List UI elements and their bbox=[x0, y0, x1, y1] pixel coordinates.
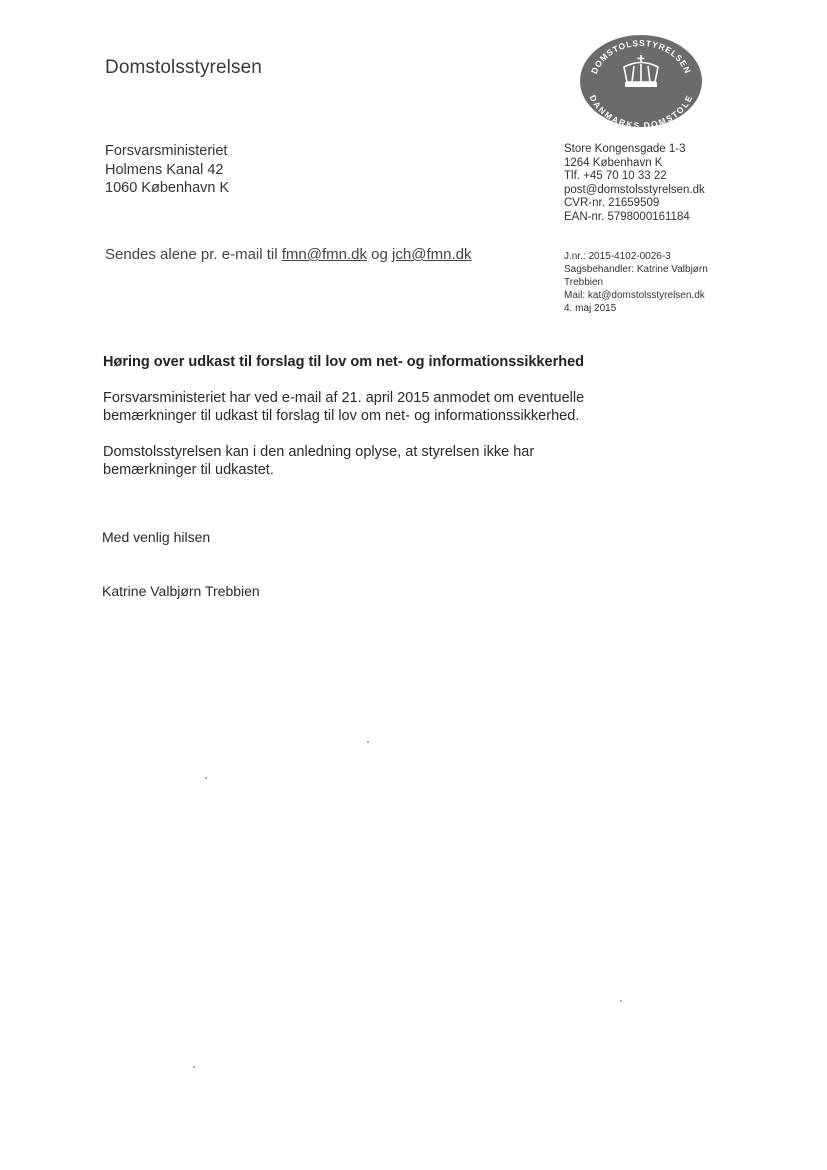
scan-speck bbox=[193, 1066, 195, 1068]
signer-name: Katrine Valbjørn Trebbien bbox=[102, 583, 260, 599]
case-info-line: Sagsbehandler: Katrine Valbjørn bbox=[564, 264, 708, 275]
sender-address bbox=[564, 143, 705, 224]
closing-greeting: Med venlig hilsen bbox=[102, 529, 211, 545]
seal-logo bbox=[579, 34, 703, 128]
body-line: bemærkninger til udkast til forslag til lov om net- og informationssikkerhed. bbox=[103, 408, 580, 424]
email-link-fmn[interactable]: fmn@fmn.dk bbox=[281, 246, 368, 263]
body-line: Forsvarsministeriet har ved e-mail af 21. april 2015 anmodet om eventuelle bbox=[103, 390, 585, 406]
sender-line: Store Kongensgade 1-3 bbox=[564, 143, 686, 155]
case-info-line: Mail: kat@domstolsstyrelsen.dk bbox=[564, 290, 705, 301]
sender-line: Tlf. +45 70 10 33 22 bbox=[564, 170, 667, 182]
scan-speck bbox=[205, 777, 207, 779]
sender-line: post@domstolsstyrelsen.dk bbox=[564, 183, 705, 196]
send-note bbox=[105, 246, 471, 263]
case-info bbox=[564, 250, 708, 315]
send-note-conj: og bbox=[367, 246, 393, 263]
recipient-line: 1060 København K bbox=[105, 180, 230, 196]
sender-line: 1264 København K bbox=[564, 156, 663, 169]
case-info-line: Trebbien bbox=[564, 277, 604, 288]
case-info-line: 4. maj 2015 bbox=[564, 303, 617, 314]
recipient-line: Holmens Kanal 42 bbox=[105, 161, 224, 178]
body-paragraph-2 bbox=[103, 443, 534, 479]
seal-top-text: DOMSTOLSSTYRELSEN bbox=[588, 37, 694, 76]
body-line: Domstolsstyrelsen kan i den anledning oplyse, at styrelsen ikke har bbox=[103, 444, 535, 460]
body-paragraph-1 bbox=[103, 389, 584, 425]
body-line: bemærkninger til udkastet. bbox=[103, 462, 274, 478]
sender-line: CVR-nr. 21659509 bbox=[564, 197, 660, 209]
email-link-jch[interactable]: jch@fmn.dk bbox=[392, 246, 472, 263]
scan-speck bbox=[620, 1000, 622, 1002]
seal-bottom-text: DANMARKS DOMSTOLE bbox=[587, 93, 695, 128]
letter-subject: Høring over udkast til forslag til lov om net- og informationssikkerhed bbox=[103, 354, 584, 370]
send-note-prefix: Sendes alene pr. e-mail til bbox=[105, 246, 282, 263]
scan-speck bbox=[367, 741, 369, 743]
organization-name: Domstolsstyrelsen bbox=[105, 57, 262, 78]
sender-line: EAN-nr. 5798000161184 bbox=[564, 210, 690, 223]
recipient-address bbox=[105, 142, 229, 198]
recipient-line: Forsvarsministeriet bbox=[105, 143, 228, 159]
case-info-line: J.nr.: 2015-4102-0026-3 bbox=[564, 251, 671, 262]
